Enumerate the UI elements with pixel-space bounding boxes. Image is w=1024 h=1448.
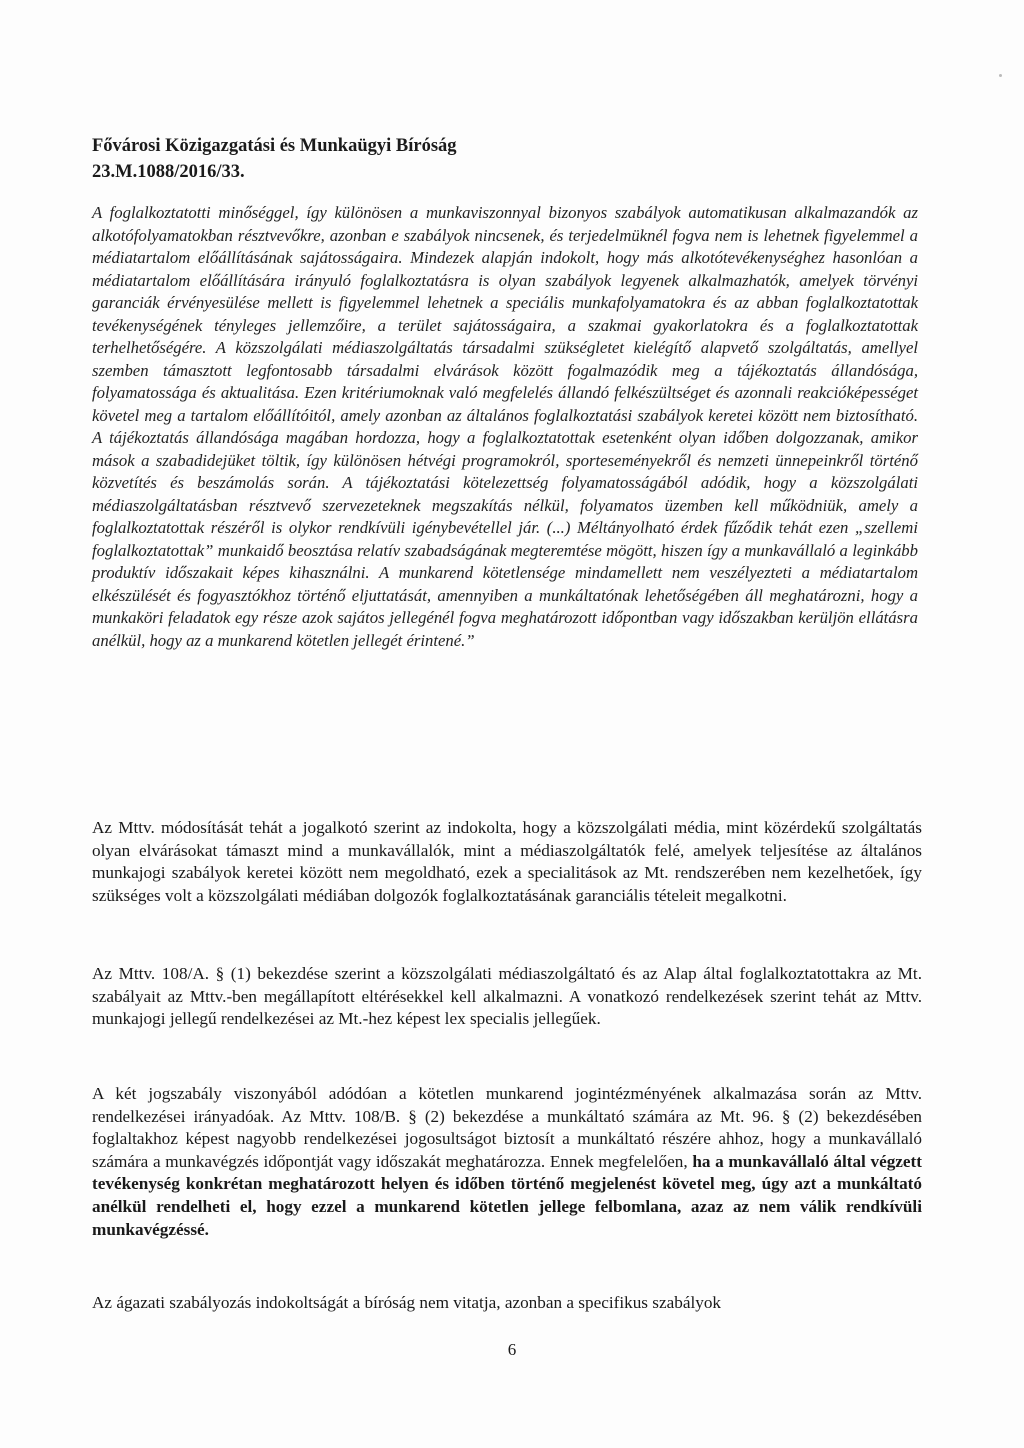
document-header — [92, 133, 457, 185]
bold-holding: ha a munkavállaló által végzett tevékenység konkrétan meghatározott helyen és időben történő megjelenést követel meg, úgy azt a munkáltató anélkül rendelheti el, hogy ezzel a munkarend kötetlen jellege felbomlana, azaz az nem válik rendkívüli munkavégzéssé. — [92, 1151, 922, 1239]
page-number: 6 — [507, 1340, 517, 1359]
paragraph-mttv-amendment: Az Mttv. módosítását tehát a jogalkotó szerint az indokolta, hogy a közszolgálati média, mint közérdekű szolgáltatás olyan elvárásokat támaszt mind a munkavállalók, mint a médiaszolgáltatók felé, amelyek teljesítése az általános munkajogi szabályok keretei között nem megoldható, ezek a specialitások az Mt. rendszerében nem kezelhetőek, így szükséges volt a közszolgálati médiában dolgozók foglalkoztatásának garanciális tételeit megalkotni. — [92, 818, 922, 905]
court-name: Fővárosi Közigazgatási és Munkaügyi Bíróság — [92, 136, 457, 156]
quoted-legislative-reasoning: A foglalkoztatotti minőséggel, így különösen a munkaviszonnyal bizonyos szabályok automatikusan alkalmazandók az alkotófolyamatokban résztvevőkre, azonban e szabályok nincsenek, és terjedelmüknél fogva nem is lehetnek figyelemmel a médiatartalom előállításának sajátosságaira. Mindezek alapján indokolt, hogy más alkotótevékenységhez hasonlóan a médiatartalom előállítására irányuló foglalkoztatásra is olyan szabályok legyenek alkalmazhatók, amelyek törvényi garanciák érvényesülése mellett is figyelemmel lehetnek a speciális munkafolyamatokra és az abban foglalkoztatottak tevékenységének tényleges jellemzőire, a terület sajátosságaira, a szakmai gyakorlatokra és a foglalkoztatottak terhelhetőségére. A közszolgálati médiaszolgáltatás társadalmi szükségletet kielégítő alapvető szolgáltatás, amellyel szemben támasztott legfontosabb társadalmi elvárások között fogalmazódik meg a tájékoztatás állandósága, folyamatossága és aktualitása. Ezen kritériumoknak való megfelelés állandó felkészültséget és azonnali reakcióképességet követel meg a tartalom előállítóitól, amely azonban az általános foglalkoztatási szabályok keretei között nem biztosítható. A tájékoztatás állandósága magában hordozza, hogy a foglalkoztatottak esetenként olyan időben dolgozzanak, amikor mások a szabadidejüket töltik, így különösen hétvégi programokról, sporteseményekről és nemzeti ünnepeinkről történő közvetítés és beszámolás során. A tájékoztatási kötelezettség folyamatosságából adódik, hogy a közszolgálati médiaszolgáltatásban résztvevő szervezeteknek megszakítás nélkül, folyamatos üzemben kell működniük, amely a foglalkoztatottak részéről is olykor rendkívüli igénybevétellel jár. (...) Méltányolható érdek fűződik tehát ezen „szellemi foglalkoztatottak” munkaidő beosztása relatív szabadságának megteremtése mögött, hiszen így a munkavállaló a leginkább produktív időszakait képes kihasználni. A munkarend kötetlensége mindamellett nem veszélyezteti a médiatartalom elkészülését és fogyasztókhoz történő eljuttatását, amennyiben a munkáltatónak lehetőségében áll meghatározni, hogy a munkaköri feladatok egy része azok sajátos jellegénél fogva meghatározott időpontban vagy időszakban kerüljön ellátásra anélkül, hogy az a munkarend kötetlen jellegét érintené.” — [92, 203, 918, 650]
paragraph-flexible-working-hours — [92, 1083, 922, 1241]
paragraph-lex-specialis: Az Mttv. 108/A. § (1) bekezdése szerint a közszolgálati médiaszolgáltató és az Alap által foglalkoztatottakra az Mt. szabályait az Mttv.-ben megállapított eltérésekkel kell alkalmazni. A vonatkozó rendelkezések szerint tehát az Mttv. munkajogi jellegű rendelkezései az Mt.-hez képest lex specialis jellegűek. — [92, 964, 922, 1029]
scan-speck — [999, 74, 1002, 77]
paragraph-sectoral-regulation: Az ágazati szabályozás indokoltságát a bíróság nem vitatja, azonban a specifikus szabályok — [92, 1293, 722, 1312]
case-number: 23.M.1088/2016/33. — [92, 162, 245, 182]
paragraph-text: A két jogszabály viszonyából adódóan a kötetlen munkarend jogintézményének alkalmazása során az Mttv. rendelkezései irányadóak. Az Mttv. 108/B. § (2) bekezdése a munkáltató számára az Mt. 96. § (2) bekezdésében foglaltakhoz képest nagyobb rendelkezései jogosultságot biztosít a munkáltató részére ahhoz, hogy a munkavállaló számára a munkavégzés időpontját vagy időszakát meghatározza. Ennek megfelelően, — [92, 1084, 922, 1171]
